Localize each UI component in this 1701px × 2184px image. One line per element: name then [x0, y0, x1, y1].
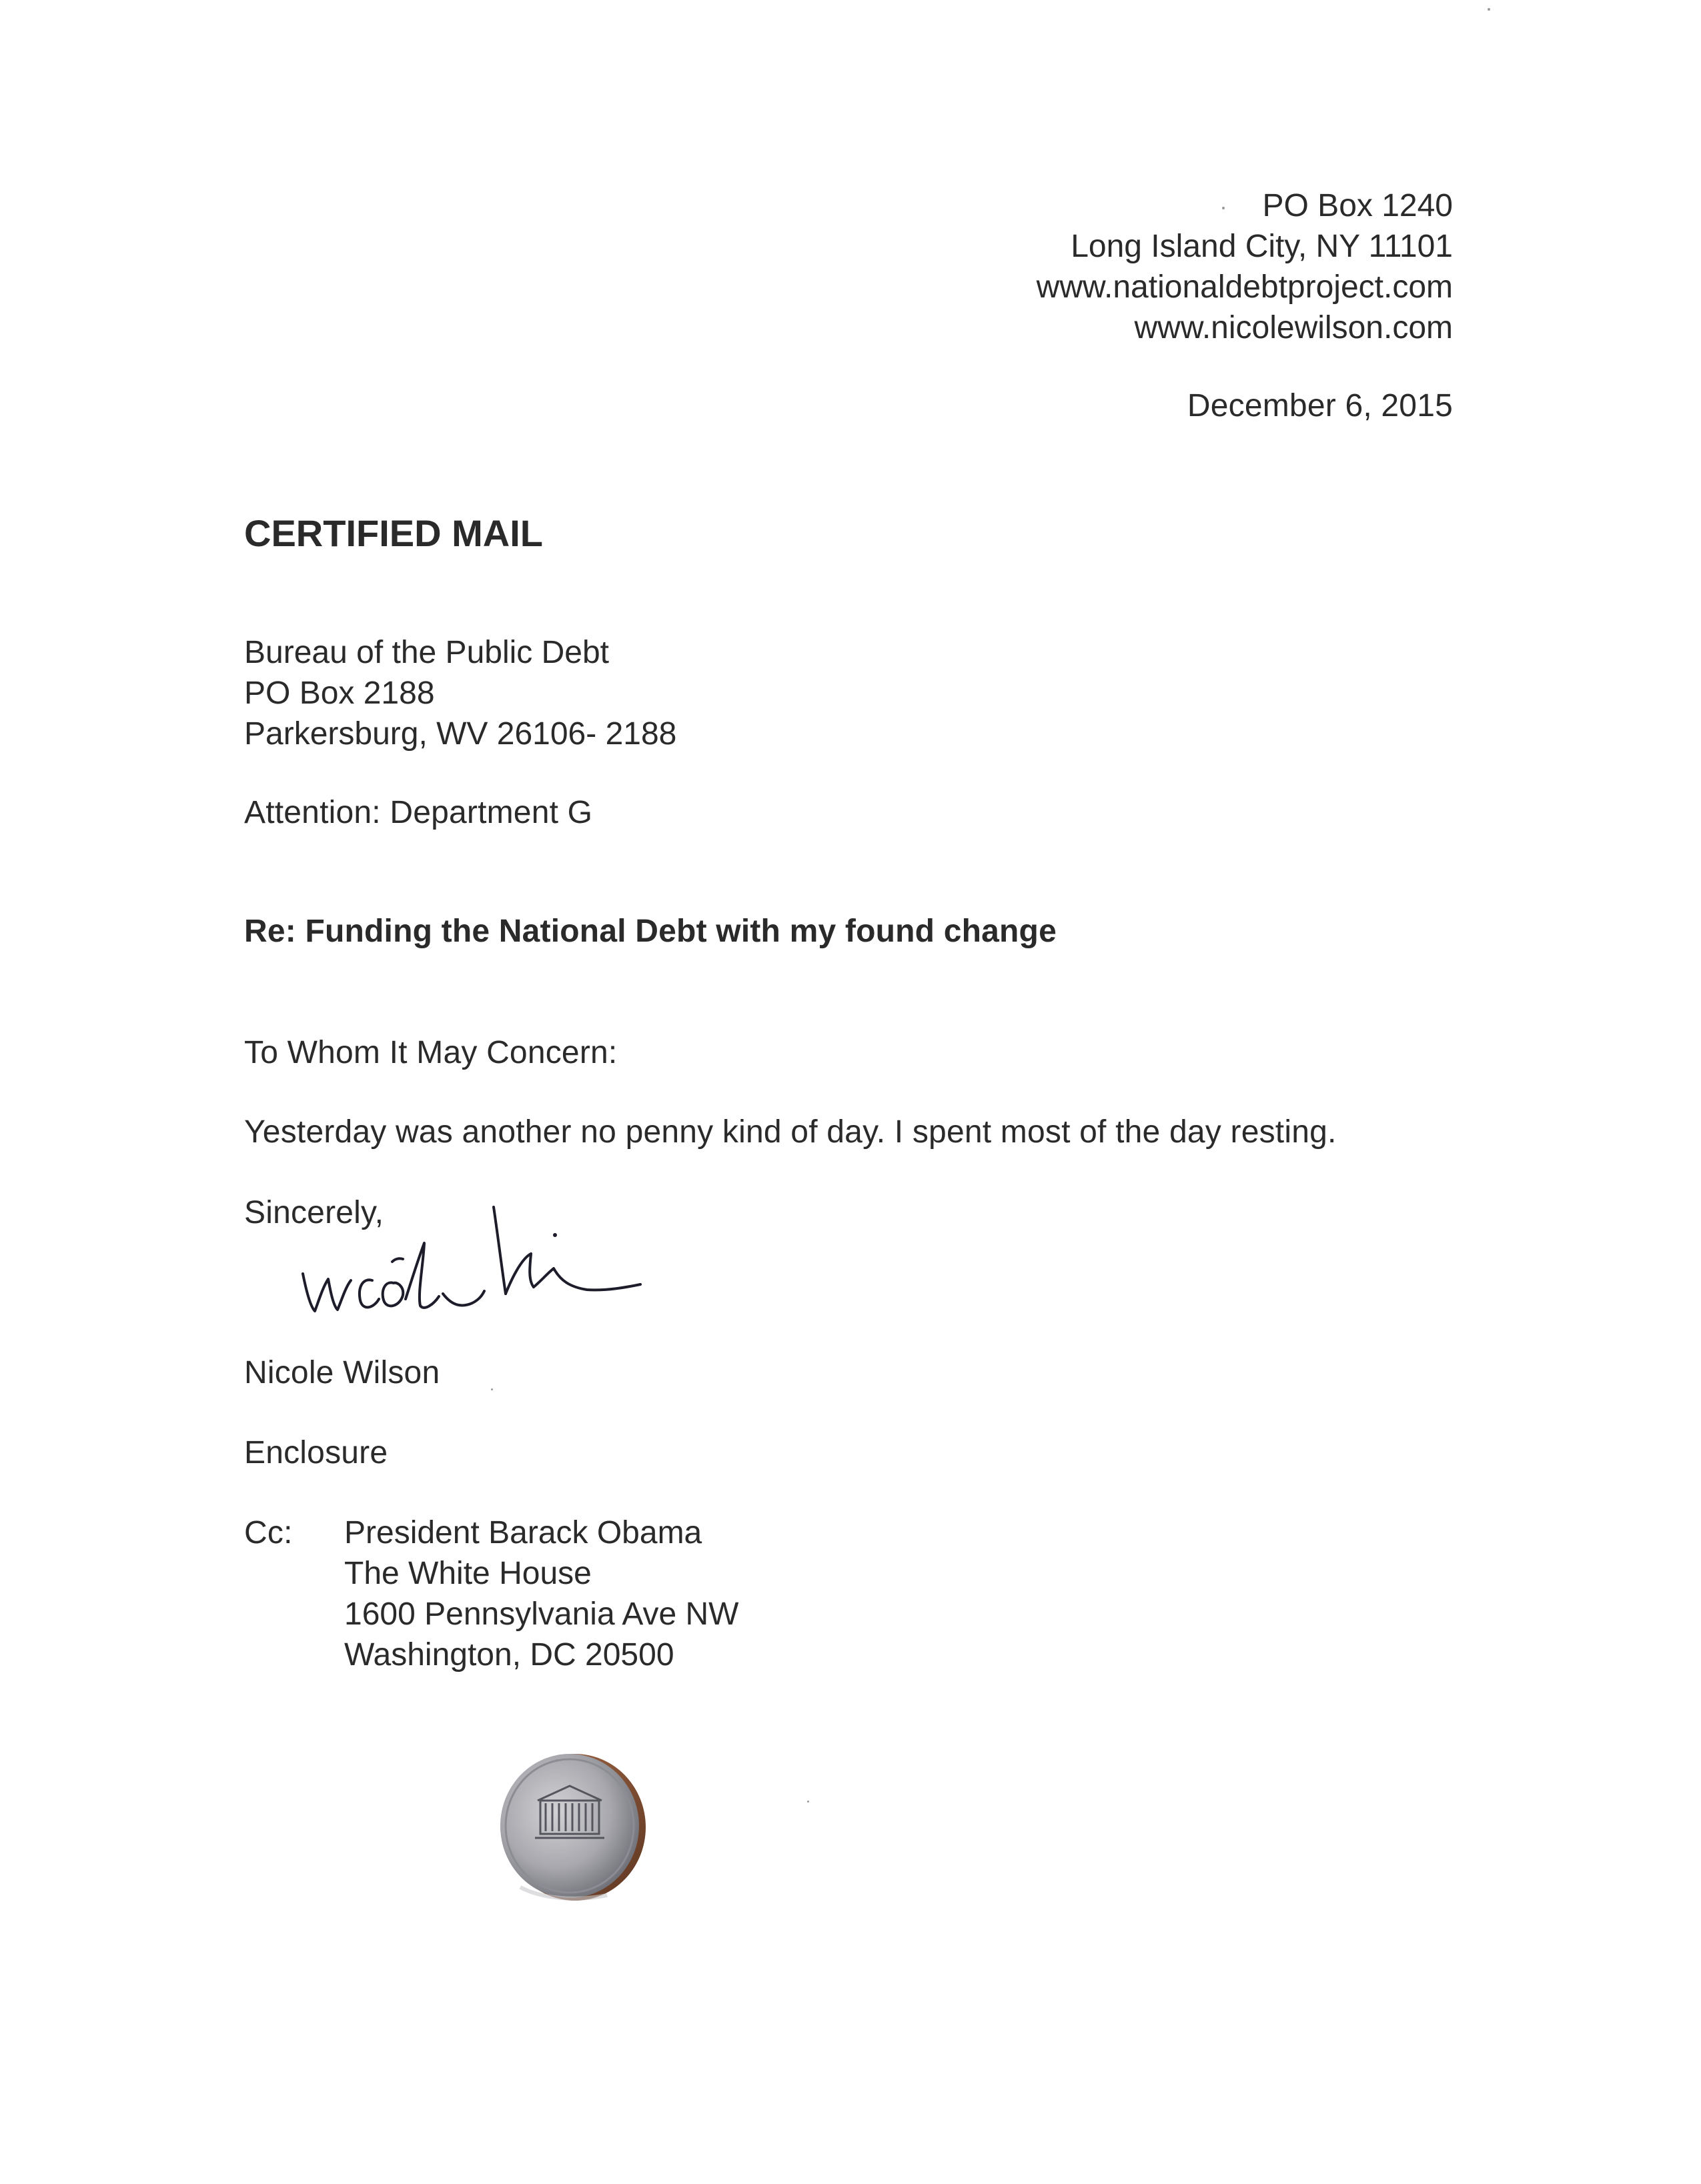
recipient-line-1: Bureau of the Public Debt [244, 635, 610, 670]
signer-name: Nicole Wilson [244, 1355, 440, 1390]
scan-speck-2 [1488, 8, 1490, 11]
recipient-address-block [244, 632, 676, 754]
cc-line-4: Washington, DC 20500 [344, 1637, 674, 1673]
closing: Sincerely, [244, 1195, 384, 1230]
handwritten-signature [294, 1194, 694, 1334]
letter-body: Yesterday was another no penny kind of day. I spent most of the day resting. [244, 1114, 1337, 1150]
cc-label: Cc: [244, 1515, 293, 1550]
sender-website-2: www.nicolewilson.com [1134, 310, 1453, 345]
recipient-line-3: Parkersburg, WV 26106- 2188 [244, 716, 677, 752]
salutation: To Whom It May Concern: [244, 1035, 618, 1070]
letter-date: December 6, 2015 [1187, 388, 1453, 423]
cc-line-3: 1600 Pennsylvania Ave NW [344, 1596, 739, 1632]
scan-speck-3 [491, 1388, 493, 1390]
cc-line-2: The White House [344, 1556, 592, 1591]
mail-type-heading: CERTIFIED MAIL [244, 512, 543, 554]
recipient-line-2: PO Box 2188 [244, 676, 435, 711]
scan-speck-4 [807, 1801, 809, 1803]
enclosure-note: Enclosure [244, 1435, 388, 1470]
sender-website-1: www.nationaldebtproject.com [1036, 269, 1453, 305]
cc-address-block [344, 1512, 738, 1675]
sender-address-block [1037, 185, 1453, 348]
subject-line: Re: Funding the National Debt with my found change [244, 914, 1057, 949]
cc-line-1: President Barack Obama [344, 1515, 702, 1550]
sender-address-line-2: Long Island City, NY 11101 [1071, 229, 1453, 264]
penny-coin-icon [494, 1747, 648, 1902]
scan-speck-1 [1222, 207, 1225, 209]
sender-address-line-1: PO Box 1240 [1262, 188, 1453, 223]
attention-line: Attention: Department G [244, 795, 593, 830]
